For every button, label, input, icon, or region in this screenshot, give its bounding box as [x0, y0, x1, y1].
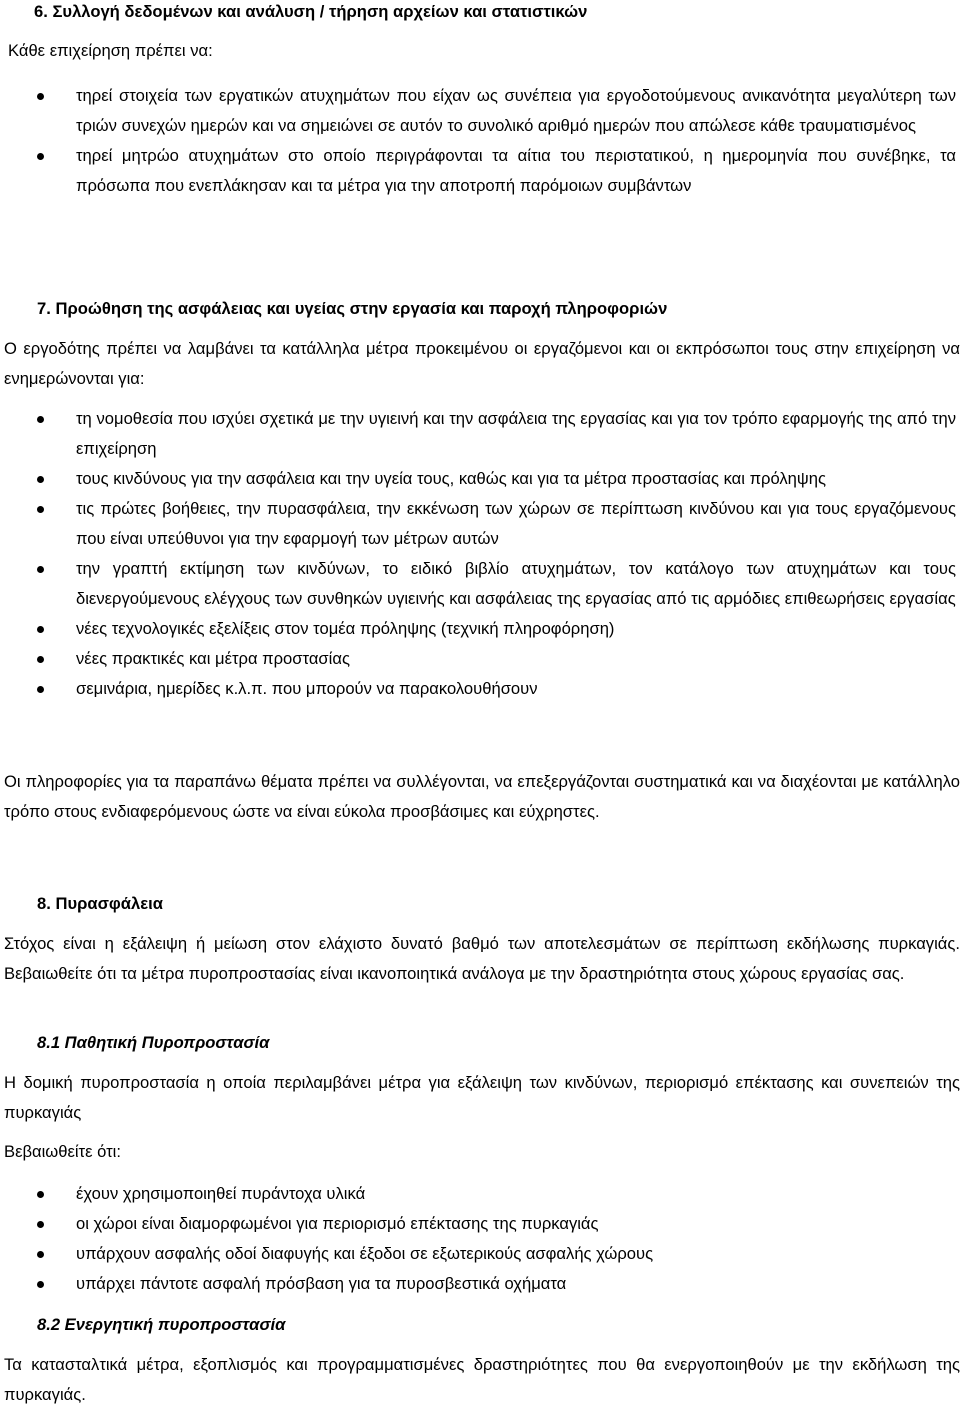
list-item: τους κινδύνους για την ασφάλεια και την υγεία τους, καθώς και για τα μέτρα προστασίας και πρόληψης: [0, 464, 956, 494]
list-item: οι χώροι είναι διαμορφωμένοι για περιορισμό επέκτασης της πυρκαγιάς: [0, 1209, 956, 1239]
list-item: έχουν χρησιμοποιηθεί πυράντοχα υλικά: [0, 1179, 956, 1209]
section-7-title: Προώθηση της ασφάλειας και υγείας στην εργασία και παροχή πληροφοριών: [55, 299, 668, 318]
subsection-8-2-text: Τα κατασταλτικά μέτρα, εξοπλισμός και προγραμματισμένες δραστηριότητες που θα ενεργοποιηθούν με την εκδήλωση της πυρκαγιάς.: [4, 1355, 960, 1404]
section-8-intro: Στόχος είναι η εξάλειψη ή μείωση στον ελάχιστο δυνατό βαθμό των αποτελεσμάτων σε περίπτωση εκδήλωσης πυρκαγιάς. Βεβαιωθείτε ότι τα μέτρα πυροπροστασίας είναι ικανοποιητικά ανάλογα με την δραστηριότητα στους χώρους εργασίας σας.: [4, 934, 960, 983]
subsection-8-1-text: Η δομική πυροπροστασία η οποία περιλαμβάνει μέτρα για εξάλειψη των κινδύνων, περιορισμό επέκτασης και συνεπειών της πυρκαγιάς: [4, 1073, 960, 1122]
section-6-bullet-list: [0, 81, 956, 201]
section-7-number: 7.: [37, 299, 51, 318]
list-item: τη νομοθεσία που ισχύει σχετικά με την υγιεινή και την ασφάλεια της εργασίας και για τον τρόπο εφαρμογής της από την επιχείρηση: [0, 404, 956, 464]
section-6-intro: Κάθε επιχείρηση πρέπει να:: [8, 41, 213, 60]
list-item: νέες πρακτικές και μέτρα προστασίας: [0, 644, 956, 674]
list-item: την γραπτή εκτίμηση των κινδύνων, το ειδικό βιβλίο ατυχημάτων, τον κατάλογο των ατυχημάτων και τους διενεργούμενους ελέγχους των συνθηκών υγιεινής και ασφάλειας της εργασίας από τις αρμόδιες επιθεωρήσεις εργασίας: [0, 554, 956, 614]
list-item: νέες τεχνολογικές εξελίξεις στον τομέα πρόληψης (τεχνική πληροφόρηση): [0, 614, 956, 644]
section-6-heading: 6. Συλλογή δεδομένων και ανάλυση / τήρηση αρχείων και στατιστικών: [34, 2, 588, 21]
section-7-bullet-list: [0, 404, 956, 704]
list-item: υπάρχει πάντοτε ασφαλή πρόσβαση για τα πυροσβεστικά οχήματα: [0, 1269, 956, 1299]
section-8-title: Πυρασφάλεια: [55, 894, 163, 913]
list-item: σεμινάρια, ημερίδες κ.λ.π. που μπορούν να παρακολουθήσουν: [0, 674, 956, 704]
section-8-number: 8.: [37, 894, 51, 913]
list-item: υπάρχουν ασφαλής οδοί διαφυγής και έξοδοι σε εξωτερικούς ασφαλής χώρους: [0, 1239, 956, 1269]
subsection-8-1-heading: 8.1 Παθητική Πυροπροστασία: [37, 1033, 270, 1052]
list-item: τις πρώτες βοήθειες, την πυρασφάλεια, την εκκένωση των χώρων σε περίπτωση κινδύνου και για τους εργαζόμενους που είναι υπεύθυνοι για την εφαρμογή των μέτρων αυτών: [0, 494, 956, 554]
section-7-closing: Οι πληροφορίες για τα παραπάνω θέματα πρέπει να συλλέγονται, να επεξεργάζονται συστηματικά και να διαχέονται με κατάλληλο τρόπο στους ενδιαφερόμενους ώστε να είναι εύκολα προσβάσιμες και εύχρηστες.: [4, 772, 960, 821]
section-8-heading: [37, 889, 960, 919]
section-7-intro: Ο εργοδότης πρέπει να λαμβάνει τα κατάλληλα μέτρα προκειμένου οι εργαζόμενοι και οι εκπρόσωποι τους στην επιχείρηση να ενημερώνονται για:: [4, 339, 960, 388]
subsection-8-2-heading: 8.2 Ενεργητική πυροπροστασία: [37, 1315, 286, 1334]
section-7-heading: [37, 294, 960, 324]
subsection-8-1-lead: Βεβαιωθείτε ότι:: [4, 1142, 121, 1161]
list-item: τηρεί μητρώο ατυχημάτων στο οποίο περιγράφονται τα αίτια του περιστατικού, η ημερομηνία που συνέβηκε, τα πρόσωπα που ενεπλάκησαν και τα μέτρα για την αποτροπή παρόμοιων συμβάντων: [0, 141, 956, 201]
subsection-8-1-bullet-list: [0, 1179, 956, 1299]
list-item: τηρεί στοιχεία των εργατικών ατυχημάτων που είχαν ως συνέπεια για εργοδοτούμενους ανικανότητα μεγαλύτερη των τριών συνεχών ημερών και να σημειώνει σε αυτόν το συνολικό αριθμό ημερών που απώλεσε κάθε τραυματισμένος: [0, 81, 956, 141]
